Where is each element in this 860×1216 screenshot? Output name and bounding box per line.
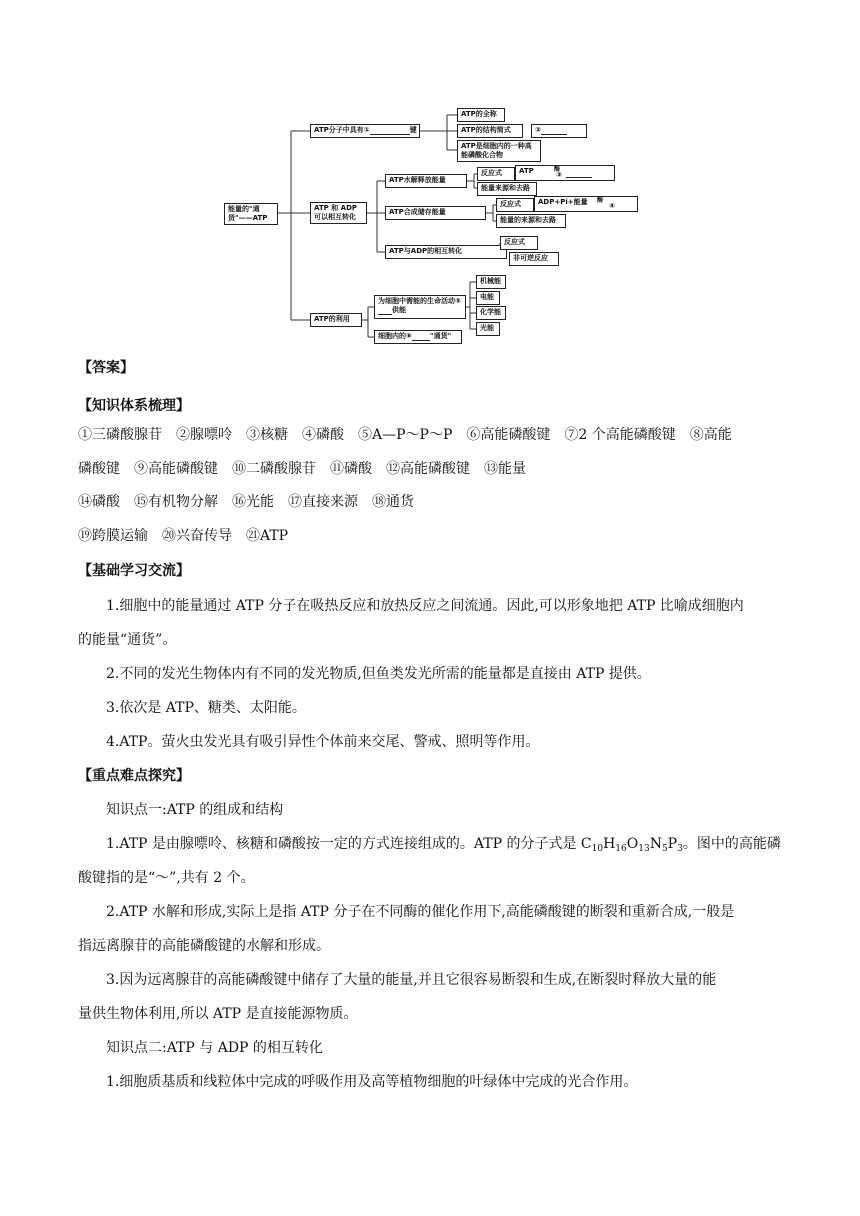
kp2-title: 知识点二:ATP 与 ADP 的相互转化 xyxy=(106,1040,323,1056)
blank-5 xyxy=(378,307,392,315)
blank-6 xyxy=(412,333,430,341)
kp1-line-1-pre: 1.ATP 是由腺嘌呤、核糖和磷酸按一定的方式连接组成的。ATP 的分子式是 C xyxy=(106,836,592,852)
basic-line-1: 1.细胞中的能量通过 ATP 分子在吸热反应和放热反应之间流通。因此,可以形象地把 ATP 比喻成细胞内 xyxy=(106,598,744,614)
basic-heading: 【基础学习交流】 xyxy=(78,563,190,579)
map-b2-c2-energy: 能量的来源和去路 xyxy=(496,214,566,228)
map-b3-c2-tail: "通货" xyxy=(429,332,452,340)
formula-N: N xyxy=(649,836,662,852)
knowledge-line-3: ⑭磷酸 ⑮有机物分解 ⑯光能 ⑰直接来源 ⑱通货 xyxy=(78,494,414,510)
blank-2 xyxy=(541,127,567,135)
formula-O: O xyxy=(626,836,639,852)
map-b2-c1-blank-3: ③ xyxy=(556,171,562,179)
knowledge-heading: 【知识体系梳理】 xyxy=(78,398,190,414)
map-b2-c2: ATP合成储存能量 xyxy=(385,206,486,220)
blank-3 xyxy=(566,170,592,178)
basic-line-2: 的能量“通货”。 xyxy=(78,632,177,648)
formula-c: 10 xyxy=(591,844,604,854)
key-heading: 【重点难点探究】 xyxy=(78,768,190,784)
map-b2-c3: ATP与ADP的相互转化 xyxy=(385,245,507,259)
map-b1-item-3: ATP是细胞内的一种高能磷酸化合物 xyxy=(457,140,541,162)
kp1-title: 知识点一:ATP 的组成和结构 xyxy=(106,802,284,818)
map-b1-blank-2-label: ② xyxy=(535,126,541,134)
knowledge-line-4: ⑲跨膜运输 ⑳兴奋传导 ㉑ATP xyxy=(78,528,289,544)
map-b1-tail: 键 xyxy=(409,126,417,134)
map-b2-c2-adp: ADP+Pi+能量 xyxy=(538,198,588,206)
map-b1-item-1: ATP的全称 xyxy=(457,108,505,122)
kp1-line-3: 2.ATP 水解和形成,实际上是指 ATP 分子在不同酶的催化作用下,高能磷酸键的断裂和重新合成,一般是 xyxy=(106,904,735,920)
formula-H: H xyxy=(603,836,616,852)
map-b3-c2 xyxy=(374,330,462,344)
map-b2-c1-equation xyxy=(515,165,615,181)
kp1-line-1-post: 。图中的高能磷 xyxy=(682,836,781,852)
formula-h: 16 xyxy=(615,844,627,854)
map-b1-item-2: ATP的结构简式 xyxy=(457,124,523,138)
map-b3-c1-item-3: 化学能 xyxy=(476,306,506,320)
formula-P: P xyxy=(667,836,678,852)
formula-p: 3 xyxy=(677,844,683,854)
answers-heading: 【答案】 xyxy=(78,360,134,376)
map-b1 xyxy=(310,124,420,138)
map-b3-c1-tail: 供能 xyxy=(392,306,406,314)
map-b1-label: ATP分子中具有① xyxy=(314,126,370,134)
map-b2-c1-enzyme: 酶 xyxy=(554,166,561,173)
map-b2-c3-reaction: 反应式 xyxy=(500,236,538,250)
map-b3-c1-label: 为细胞中需能的生命活动⑤ xyxy=(378,297,461,305)
formula-n: 5 xyxy=(661,844,668,854)
kp1-line-6: 量供生物体利用,所以 ATP 是直接能源物质。 xyxy=(78,1006,358,1022)
map-b2-c1: ATP水解释放能量 xyxy=(385,174,467,188)
blank-1 xyxy=(370,127,410,135)
map-b2-c2-reaction: 反应式 xyxy=(496,198,534,212)
kp2-line-1: 1.细胞质基质和线粒体中完成的呼吸作用及高等植物细胞的叶绿体中完成的光合作用。 xyxy=(106,1074,638,1090)
map-b2-c1-reaction: 反应式 xyxy=(477,167,515,181)
map-b3-c1-item-2: 电能 xyxy=(476,291,500,305)
map-b2-c2-equation xyxy=(534,196,638,212)
map-b3-c1 xyxy=(374,295,466,319)
kp1-line-1 xyxy=(106,834,781,859)
kp1-line-2: 酸键指的是“～”,共有 2 个。 xyxy=(78,870,255,886)
map-b3: ATP的利用 xyxy=(310,313,362,327)
map-b2-c1-atp: ATP xyxy=(519,167,534,175)
map-b2-c2-enzyme: 酶 xyxy=(597,197,604,204)
knowledge-line-1: ①三磷酸腺苷 ②腺嘌呤 ③核糖 ④磷酸 ⑤A—P～P～P ⑥高能磷酸键 ⑦2 个高能磷酸键 ⑧高能 xyxy=(78,427,732,443)
concept-map xyxy=(0,0,860,350)
map-b2: ATP 和 ADP可以相互转化 xyxy=(310,202,367,224)
map-b3-c2-label: 细胞内的⑥ xyxy=(378,332,412,340)
map-b2-c2-blank-4: ④ xyxy=(609,202,615,210)
basic-line-3: 2.不同的发光生物体内有不同的发光物质,但鱼类发光所需的能量都是直接由 ATP 提供。 xyxy=(106,666,651,682)
map-b2-c1-energy: 能量来源和去路 xyxy=(477,182,537,196)
formula-o: 13 xyxy=(638,844,650,854)
kp1-line-4: 指远离腺苷的高能磷酸键的水解和形成。 xyxy=(78,938,330,954)
map-root: 能量的"通货"——ATP xyxy=(224,203,278,225)
basic-line-4: 3.依次是 ATP、糖类、太阳能。 xyxy=(106,700,306,716)
basic-line-5: 4.ATP。萤火虫发光具有吸引异性个体前来交尾、警戒、照明等作用。 xyxy=(106,734,540,750)
map-b1-blank-2 xyxy=(531,124,587,138)
map-b2-c3-irreversible: 非可逆反应 xyxy=(509,252,559,266)
map-b3-c1-item-1: 机械能 xyxy=(476,275,506,289)
kp1-line-5: 3.因为远离腺苷的高能磷酸键中储存了大量的能量,并且它很容易断裂和生成,在断裂时释放大量的能 xyxy=(106,972,717,988)
map-b3-c1-item-4: 光能 xyxy=(476,322,500,336)
knowledge-line-2: 磷酸键 ⑨高能磷酸键 ⑩二磷酸腺苷 ⑪磷酸 ⑫高能磷酸键 ⑬能量 xyxy=(78,461,526,477)
